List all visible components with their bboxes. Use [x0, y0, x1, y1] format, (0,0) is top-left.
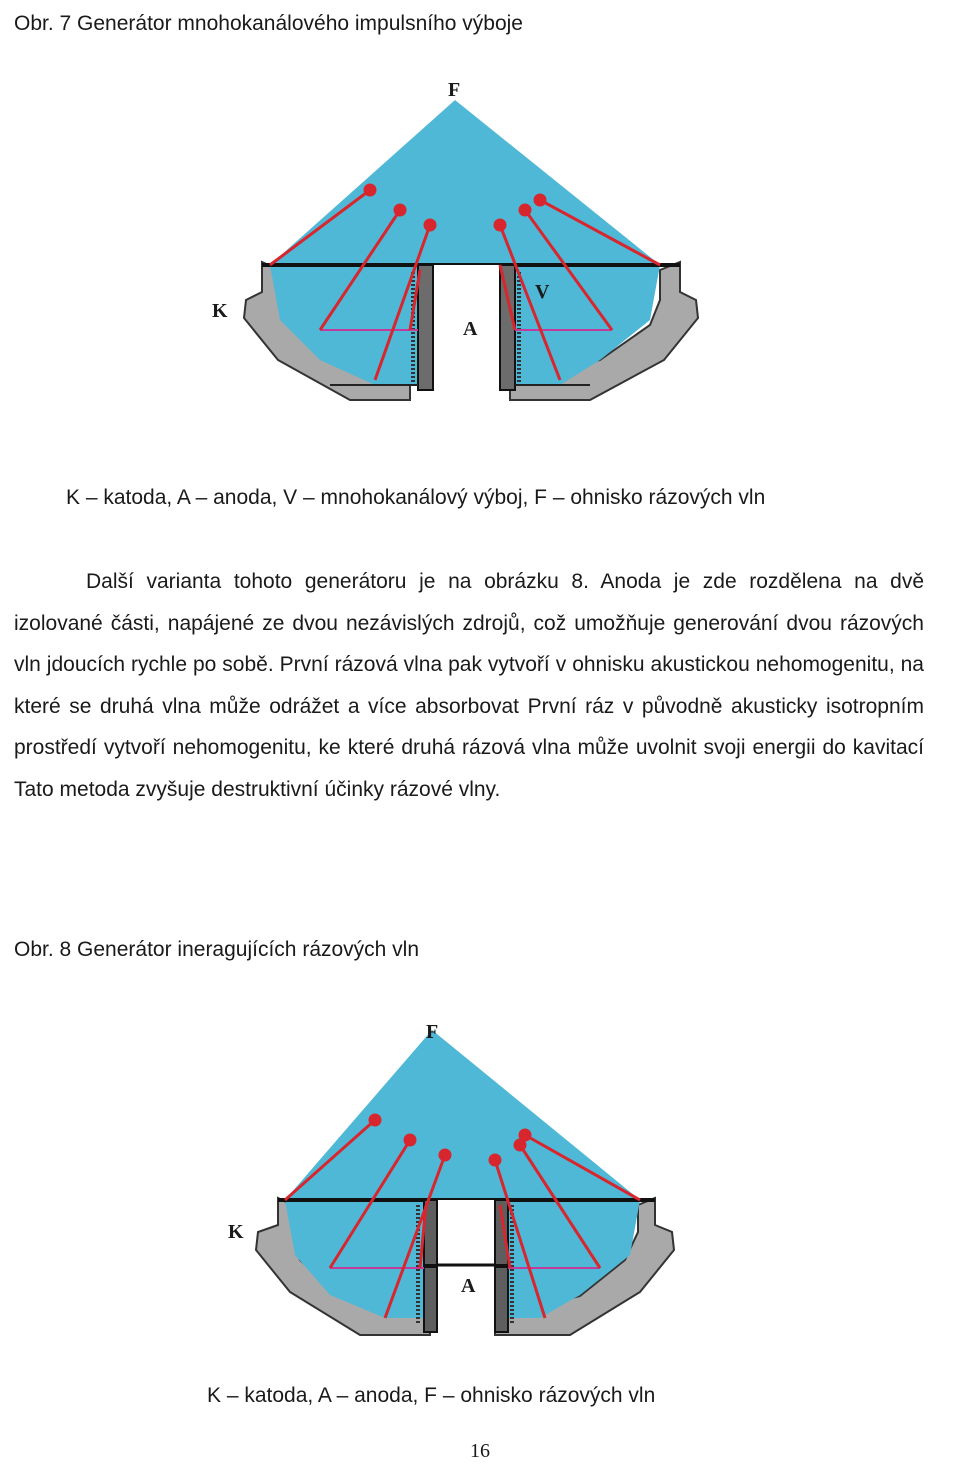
label-a-2: A	[461, 1275, 476, 1297]
label-f: F	[448, 79, 461, 101]
label-k-2: K	[228, 1221, 244, 1243]
body-paragraph	[14, 561, 924, 810]
anode-right	[500, 265, 515, 390]
label-f-2: F	[426, 1021, 439, 1043]
figure-7-legend: K – katoda, A – anoda, V – mnohokanálový výboj, F – ohnisko rázových vln	[66, 486, 766, 509]
label-a: A	[463, 318, 478, 340]
figure-8-caption: Obr. 8 Generátor ineragujících rázových vln	[14, 938, 420, 961]
anode-gap-2	[437, 1200, 495, 1265]
figure-8-diagram	[0, 1000, 960, 1360]
label-k: K	[212, 300, 228, 322]
anode-right-lower	[495, 1267, 508, 1332]
anode-left-lower	[424, 1267, 437, 1332]
paragraph-text: Další varianta tohoto generátoru je na obrázku 8. Anoda je zde rozdělena na dvě izolované části, napájené ze dvou nezávislých zdrojů, což umožňuje generování dvou rázových vln jdoucích rychle po sobě. První rázová vlna pak vytvoří v ohnisku akustickou nehomogenitu, na které se druhá vlna může odrážet a více absorbovat První ráz v původně akusticky isotropním prostředí vytvoří nehomogenitu, ke které druhá rázová vlna může uvolnit svoji energii do kavitací Tato metoda zvyšuje destruktivní účinky rázové vlny.	[14, 570, 924, 801]
figure-7-caption: Obr. 7 Generátor mnohokanálového impulsního výboje	[14, 12, 523, 35]
label-v: V	[535, 281, 550, 303]
anode-left	[418, 265, 433, 390]
figure-7-diagram	[0, 60, 960, 480]
figure-8-legend: K – katoda, A – anoda, F – ohnisko rázových vln	[207, 1384, 656, 1407]
page-number: 16	[470, 1440, 490, 1462]
